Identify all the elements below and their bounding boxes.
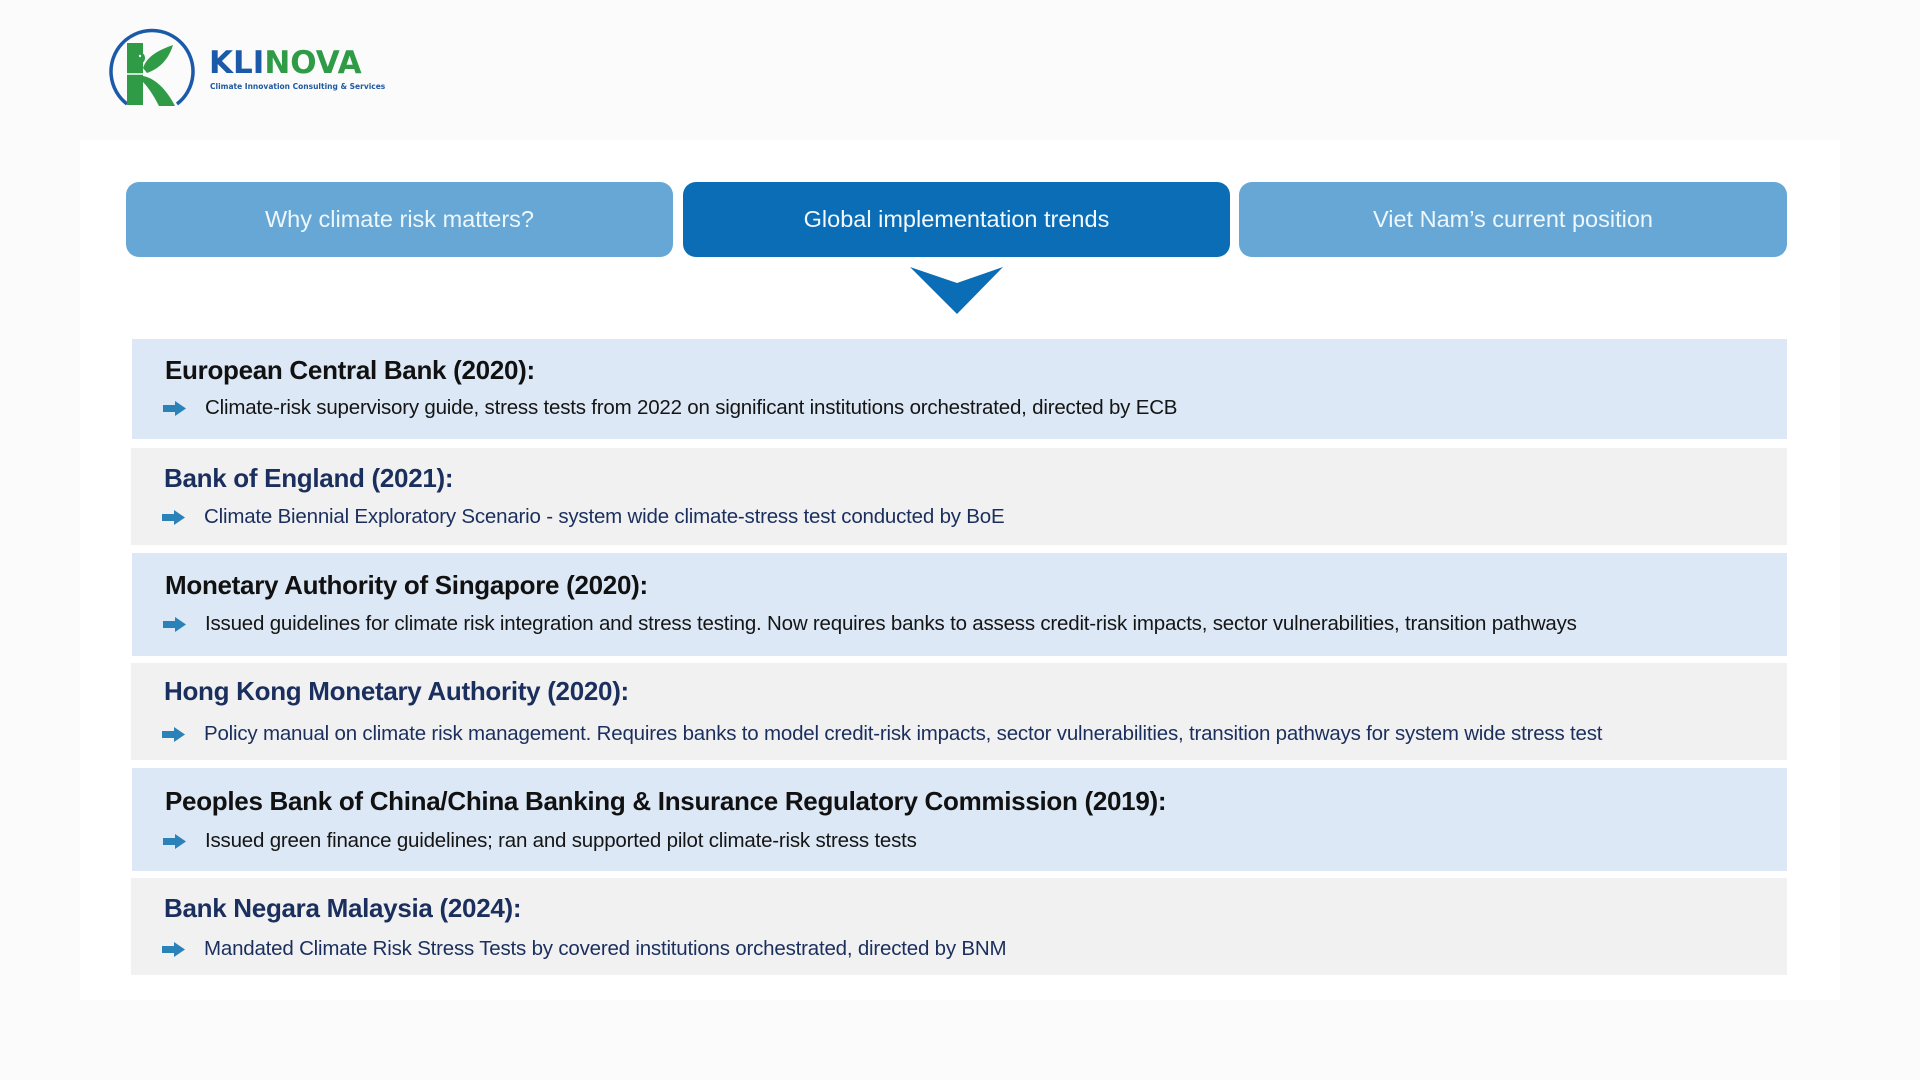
klinova-logo-icon xyxy=(107,28,195,112)
entry-bnm xyxy=(131,878,1787,975)
brand-logo xyxy=(107,28,387,112)
arrow-right-icon xyxy=(163,834,186,849)
entry-detail: Mandated Climate Risk Stress Tests by covered institutions orchestrated, directed by BNM xyxy=(204,937,1007,960)
entry-detail: Policy manual on climate risk management. Requires banks to model credit-risk impacts, sector vulnerabilities, transition pathways for system wide stress test xyxy=(204,722,1603,745)
entry-title: Monetary Authority of Singapore (2020): xyxy=(165,570,648,600)
brand-name xyxy=(209,46,362,80)
entry-title: European Central Bank (2020): xyxy=(165,355,535,385)
brand-name-part2: NOVA xyxy=(264,45,362,81)
arrow-right-icon xyxy=(163,401,186,416)
entry-title: Bank of England (2021): xyxy=(164,463,454,493)
entry-boe xyxy=(131,448,1787,545)
tab-global-implementation-trends[interactable]: Global implementation trends xyxy=(683,182,1230,257)
entry-mas xyxy=(132,553,1787,656)
entry-title: Peoples Bank of China/China Banking & Insurance Regulatory Commission (2019): xyxy=(165,786,1167,816)
arrow-right-icon xyxy=(162,727,185,742)
entry-hkma xyxy=(131,663,1787,760)
entry-detail: Climate-risk supervisory guide, stress tests from 2022 on significant institutions orchestrated, directed by ECB xyxy=(205,396,1178,419)
arrow-right-icon xyxy=(162,510,185,525)
chevron-down-icon xyxy=(910,267,1003,314)
tab-why-climate-risk-matters[interactable]: Why climate risk matters? xyxy=(126,182,673,257)
entry-detail: Climate Biennial Exploratory Scenario - system wide climate-stress test conducted by BoE xyxy=(204,505,1005,528)
entry-detail: Issued green finance guidelines; ran and supported pilot climate-risk stress tests xyxy=(205,829,917,852)
entry-title: Hong Kong Monetary Authority (2020): xyxy=(164,676,629,706)
brand-tagline: Climate Innovation Consulting & Services xyxy=(210,82,386,91)
arrow-right-icon xyxy=(162,942,185,957)
entry-detail: Issued guidelines for climate risk integration and stress testing. Now requires banks to assess credit-risk impacts, sector vulnerabilities, transition pathways xyxy=(205,612,1577,635)
entry-ecb xyxy=(132,339,1787,439)
brand-name-part1: KLI xyxy=(209,45,265,81)
entry-pboc xyxy=(132,768,1787,871)
section-tabs xyxy=(126,182,1787,257)
tab-viet-nam-current-position[interactable]: Viet Nam’s current position xyxy=(1239,182,1787,257)
entry-title: Bank Negara Malaysia (2024): xyxy=(164,893,522,923)
arrow-right-icon xyxy=(163,617,186,632)
